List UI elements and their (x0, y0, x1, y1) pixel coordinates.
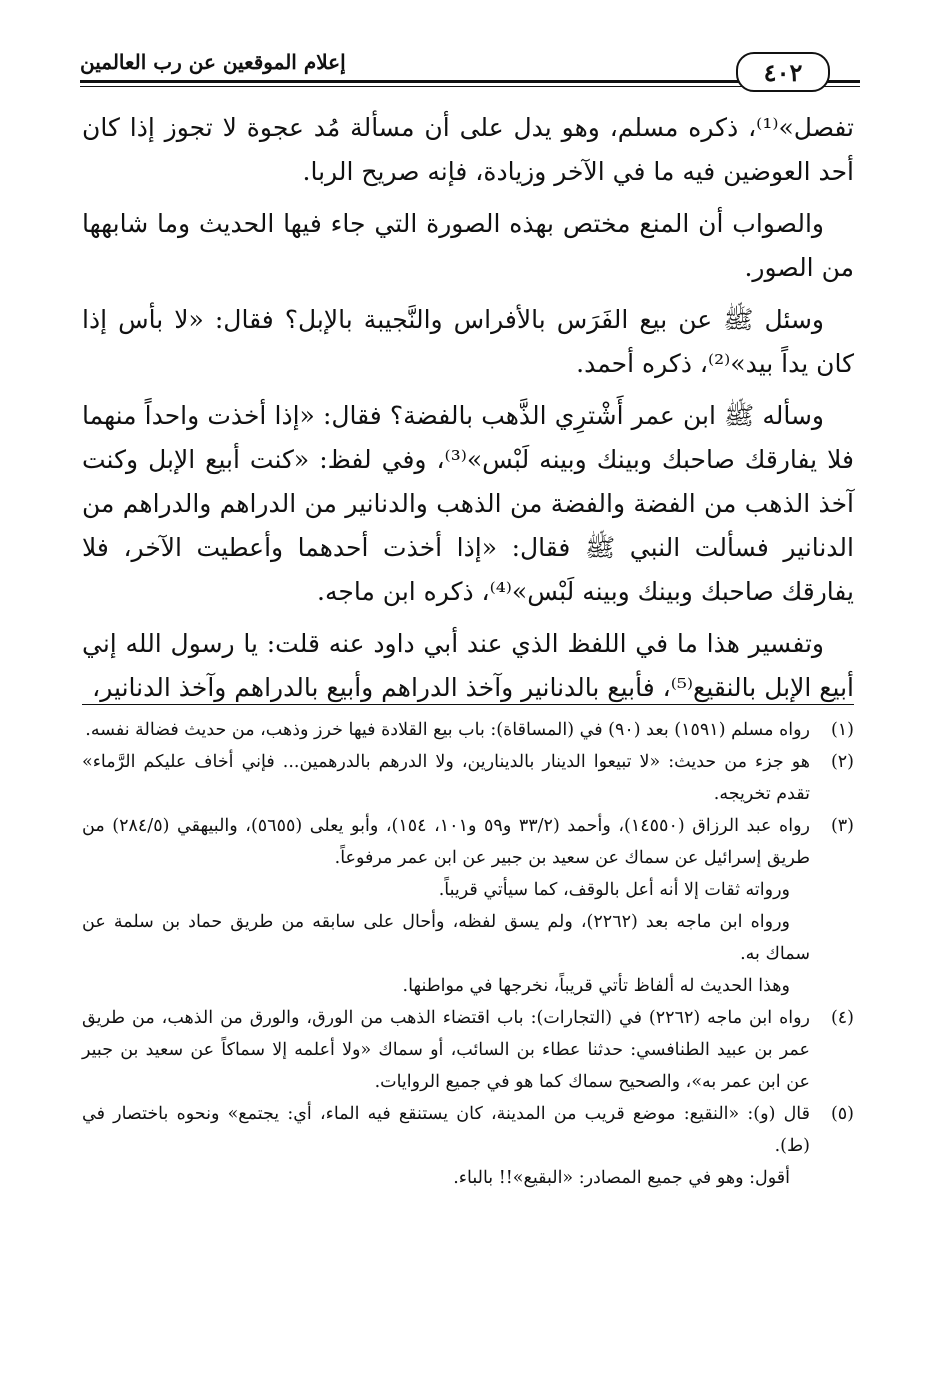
footnote-text: قال (و): «النقيع: موضع قريب من المدينة، كان يستنقع فيه الماء، أي: يجتمع» ونحوه باختصار في (ط). (82, 1104, 810, 1156)
paragraph: وسأله ﷺ ابن عمر أَشْترِي الذَّهب بالفضة؟ فقال: «إذا أخذت واحداً منهما فلا يفارقك صاحبك وبينك وبينه لَبْس»⁽³⁾، وفي لفظ: «كنت أبيع الإبل وكنت آخذ الذهب من الفضة والفضة من الذهب والدنانير من الدراهم والدراهم من الدنانير فسألت النبي ﷺ فقال: «إذا أخذت أحدهما وأعطيت الآخر، فلا يفارقك صاحبك وبينك وبينه لَبْس»⁽⁴⁾، ذكره ابن ماجه. (82, 401, 854, 606)
paragraph: وتفسير هذا ما في اللفظ الذي عند أبي داود عنه قلت: يا رسول الله إني أبيع الإبل بالنقيع⁽⁵⁾، فأبيع بالدنانير وآخذ الدراهم وأبيع بالدراهم وآخذ الدنانير، (82, 629, 854, 702)
book-title: إعلام الموقعين عن رب العالمين (80, 50, 346, 74)
footnote (82, 1098, 854, 1162)
footnote-divider (82, 704, 854, 705)
footnote-number: (٥) (830, 1104, 854, 1124)
footnote (82, 1002, 854, 1098)
footnote-text: رواه عبد الرزاق (١٤٥٥٠)، وأحمد (٣٣/٢ و٥٩ و١٠١، ١٥٤)، وأبو يعلى (٥٦٥٥)، والبيهقي (٢٨٤/٥) من طريق إسرائيل عن سماك عن سعيد بن جبير عن ابن عمر مرفوعاً. (82, 816, 810, 868)
paragraph: وسئل ﷺ عن بيع الفَرَس بالأفراس والنَّجيبة بالإبل؟ فقال: «لا بأس إذا كان يداً بيد»⁽²⁾، ذكره أحمد. (82, 305, 854, 378)
footnote-text: رواه ابن ماجه (٢٢٦٢) في (التجارات): باب اقتضاء الذهب من الورق، والورق من الذهب، من طريق عمر بن عبيد الطنافسي: حدثنا عطاء بن السائب، أو سماك «ولا أعلمه إلا سماكاً عن سعيد بن جبير عن ابن عمر به»، والصحيح سماك كما هو في جميع الروايات. (82, 1008, 810, 1092)
footnote-continuation: ورواه ابن ماجه بعد (٢٢٦٢)، ولم يسق لفظه، وأحال على سابقه من طريق حماد بن سلمة عن سماك به. (82, 912, 810, 964)
footnote-text: هو جزء من حديث: «لا تبيعوا الدينار بالدينارين، ولا الدرهم بالدرهمين... فإني أخاف عليكم الرَّماء» تقدم تخريجه. (82, 752, 810, 804)
page-number: ٤٠٢ (736, 52, 830, 92)
footnote-continuation: أقول: وهو في جميع المصادر: «البقيع»!! بالباء. (453, 1168, 790, 1188)
paragraph: تفصل»⁽¹⁾، ذكره مسلم، وهو يدل على أن مسألة مُد عجوة لا تجوز إذا كان أحد العوضين فيه ما في الآخر وزيادة، فإنه صريح الربا. (82, 113, 854, 186)
footnote (82, 714, 854, 746)
footnotes (82, 714, 854, 1194)
page-header (80, 52, 860, 92)
footnote (82, 810, 854, 874)
footnote-number: (١) (830, 720, 854, 740)
footnote-text: رواه مسلم (١٥٩١) بعد (٩٠) في (المساقاة): باب بيع القلادة فيها خرز وذهب، من حديث فضالة نفسه. (85, 720, 810, 740)
footnote-number: (٤) (830, 1008, 854, 1028)
footnote-continuation: وهذا الحديث له ألفاظ تأتي قريباً، نخرجها في مواطنها. (402, 976, 790, 996)
footnote-number: (٢) (830, 752, 854, 772)
main-text (82, 106, 854, 718)
footnote (82, 746, 854, 810)
paragraph: والصواب أن المنع مختص بهذه الصورة التي جاء فيها الحديث وما شابهها من الصور. (82, 209, 854, 282)
footnote-continuation: ورواته ثقات إلا أنه أعل بالوقف، كما سيأتي قريباً. (438, 880, 790, 900)
footnote-number: (٣) (830, 816, 854, 836)
